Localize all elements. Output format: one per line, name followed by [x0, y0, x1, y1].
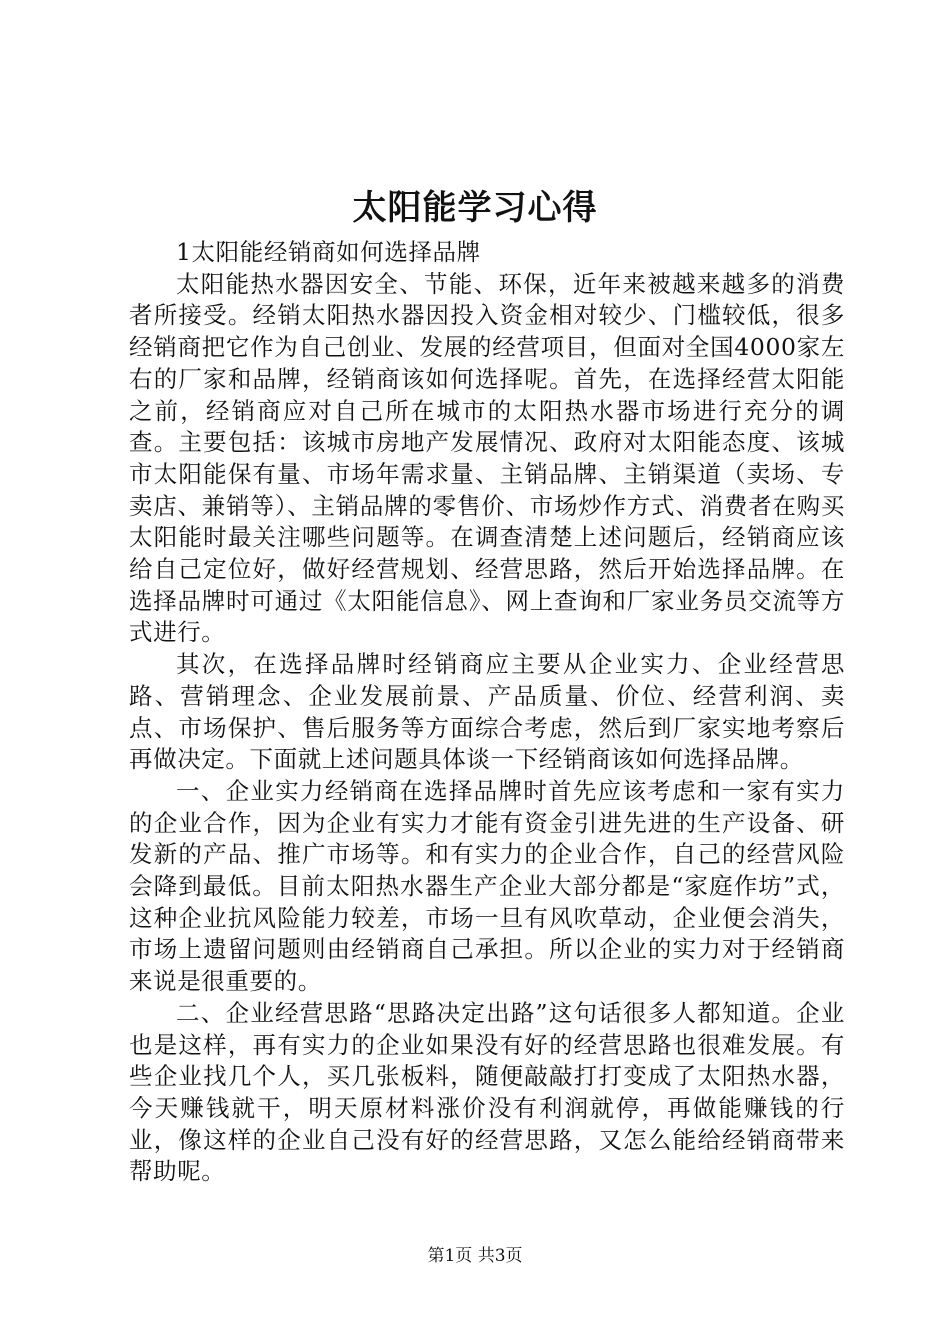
document-body	[129, 237, 845, 1188]
page-footer: 第1页 共3页	[427, 1246, 523, 1266]
section-subheading: 1太阳能经销商如何选择品牌	[176, 238, 481, 266]
body-paragraph: 太阳能热水器因安全、节能、环保，近年来被越来越多的消费者所接受。经销太阳热水器因投入资金相对较少、门槛较低，很多经销商把它作为自己创业、发展的经营项目，但面对全国4000家左右的厂家和品牌，经销商该如何选择呢。首先，在选择经营太阳能之前，经销商应对自己所在城市的太阳热水器市场进行充分的调查。主要包括：该城市房地产发展情况、政府对太阳能态度、该城市太阳能保有量、市场年需求量、主销品牌、主销渠道（卖场、专卖店、兼销等）、主销品牌的零售价、市场炒作方式、消费者在购买太阳能时最关注哪些问题等。在调查清楚上述问题后，经销商应该给自己定位好，做好经营规划、经营思路，然后开始选择品牌。在选择品牌时可通过《太阳能信息》、网上查询和厂家业务员交流等方式进行。	[129, 269, 845, 647]
body-paragraph: 二、企业经营思路“思路决定出路”这句话很多人都知道。企业也是这样，再有实力的企业如果没有好的经营思路也很难发展。有些企业找几个人，买几张板料，随便敲敲打打变成了太阳热水器，今天赚钱就干，明天原材料涨价没有利润就停，再做能赚钱的行业，像这样的企业自己没有好的经营思路，又怎么能给经销商带来帮助呢。	[129, 998, 845, 1186]
body-paragraph: 一、企业实力经销商在选择品牌时首先应该考虑和一家有实力的企业合作，因为企业有实力才能有资金引进先进的生产设备、研发新的产品、推广市场等。和有实力的企业合作，自己的经营风险会降到最低。目前太阳热水器生产企业大部分都是“家庭作坊”式，这种企业抗风险能力较差，市场一旦有风吹草动，企业便会消失，市场上遗留问题则由经销商自己承担。所以企业的实力对于经销商来说是很重要的。	[129, 776, 845, 996]
body-paragraph: 其次，在选择品牌时经销商应主要从企业实力、企业经营思路、营销理念、企业发展前景、产品质量、价位、经营利润、卖点、市场保护、售后服务等方面综合考虑，然后到厂家实地考察后再做决定。下面就上述问题具体谈一下经销商该如何选择品牌。	[129, 650, 845, 774]
document-title: 太阳能学习心得	[352, 188, 598, 228]
